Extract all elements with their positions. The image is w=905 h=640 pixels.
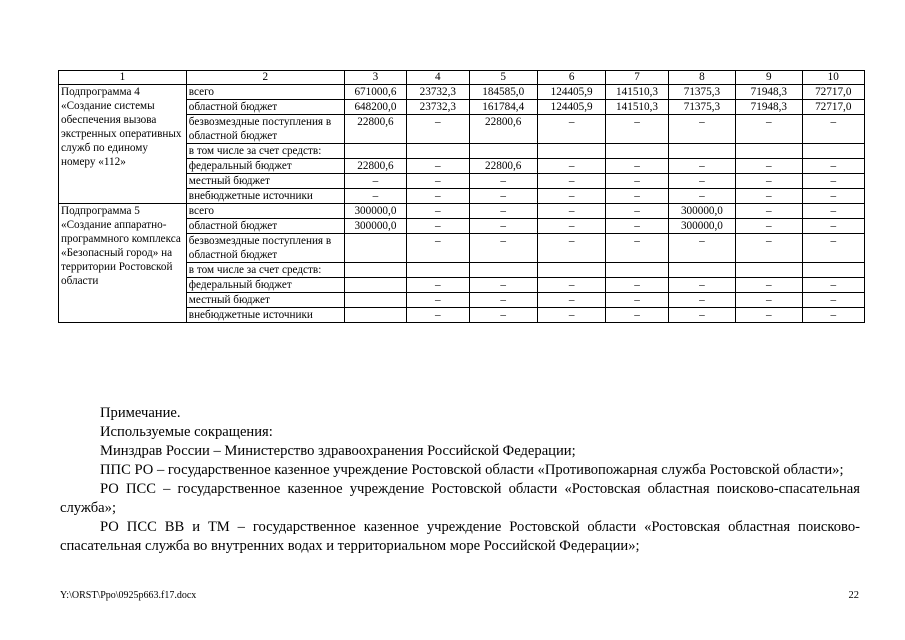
amount-cell: 648200,0 (344, 100, 406, 115)
amount-cell: – (802, 293, 864, 308)
amount-cell: – (668, 293, 735, 308)
amount-cell: 22800,6 (344, 159, 406, 174)
amount-cell (344, 278, 406, 293)
amount-cell: – (407, 174, 469, 189)
amount-cell (668, 263, 735, 278)
amount-cell: – (469, 234, 537, 263)
amount-cell: – (736, 293, 802, 308)
amount-cell: – (606, 308, 668, 323)
amount-cell: – (407, 308, 469, 323)
amount-cell: – (802, 234, 864, 263)
amount-cell: 23732,3 (407, 85, 469, 100)
amount-cell: – (537, 204, 605, 219)
abbreviation-item: Минздрав России – Министерство здравоохранения Российской Федерации; (100, 443, 576, 459)
amount-cell: 22800,6 (469, 159, 537, 174)
amount-cell: – (802, 115, 864, 144)
amount-cell (407, 263, 469, 278)
amount-cell: 300000,0 (344, 204, 406, 219)
amount-cell: – (736, 308, 802, 323)
amount-cell: – (606, 278, 668, 293)
amount-cell (344, 234, 406, 263)
amount-cell: – (537, 234, 605, 263)
amount-cell: – (606, 219, 668, 234)
funding-source: в том числе за счет средств: (186, 263, 344, 278)
amount-cell: – (469, 308, 537, 323)
amount-cell: – (736, 278, 802, 293)
amount-cell: – (668, 308, 735, 323)
amount-cell: – (407, 159, 469, 174)
amount-cell: 161784,4 (469, 100, 537, 115)
amount-cell: – (668, 115, 735, 144)
amount-cell: – (469, 204, 537, 219)
funding-source: местный бюджет (186, 293, 344, 308)
amount-cell: – (668, 159, 735, 174)
amount-cell: 71375,3 (668, 85, 735, 100)
amount-cell: 124405,9 (537, 85, 605, 100)
amount-cell: – (668, 234, 735, 263)
column-number: 9 (736, 71, 802, 85)
amount-cell: – (736, 115, 802, 144)
amount-cell: – (469, 174, 537, 189)
amount-cell: – (606, 115, 668, 144)
amount-cell: 184585,0 (469, 85, 537, 100)
amount-cell: 300000,0 (344, 219, 406, 234)
funding-source: областной бюджет (186, 100, 344, 115)
amount-cell: – (537, 278, 605, 293)
amount-cell: – (469, 219, 537, 234)
amount-cell (802, 144, 864, 159)
amount-cell (668, 144, 735, 159)
amount-cell: – (668, 189, 735, 204)
amount-cell (344, 144, 406, 159)
amount-cell: – (802, 308, 864, 323)
amount-cell: – (537, 189, 605, 204)
amount-cell: – (668, 278, 735, 293)
amount-cell: – (736, 174, 802, 189)
amount-cell: – (802, 219, 864, 234)
amount-cell (736, 144, 802, 159)
amount-cell: – (668, 174, 735, 189)
amount-cell: – (407, 204, 469, 219)
amount-cell (802, 263, 864, 278)
amount-cell: – (344, 174, 406, 189)
table-row (59, 85, 865, 100)
amount-cell: – (407, 219, 469, 234)
amount-cell: 141510,3 (606, 85, 668, 100)
amount-cell: – (606, 159, 668, 174)
column-number: 2 (186, 71, 344, 85)
amount-cell: 71375,3 (668, 100, 735, 115)
amount-cell: – (606, 234, 668, 263)
amount-cell: – (736, 219, 802, 234)
funding-source: всего (186, 85, 344, 100)
subprogram-name: Подпрограмма 4 «Создание системы обеспечения вызова экстренных оперативных служб по единому номеру «112» (59, 85, 187, 204)
amount-cell (469, 144, 537, 159)
amount-cell (537, 263, 605, 278)
amount-cell: – (407, 189, 469, 204)
amount-cell (344, 308, 406, 323)
abbreviations-title: Используемые сокращения: (100, 424, 273, 440)
funding-source: внебюджетные источники (186, 308, 344, 323)
amount-cell: – (537, 219, 605, 234)
amount-cell: – (802, 174, 864, 189)
funding-source: местный бюджет (186, 174, 344, 189)
amount-cell: – (606, 174, 668, 189)
amount-cell: 124405,9 (537, 100, 605, 115)
amount-cell: – (537, 174, 605, 189)
table-row (59, 204, 865, 219)
column-number: 8 (668, 71, 735, 85)
amount-cell: – (802, 204, 864, 219)
amount-cell: – (344, 189, 406, 204)
amount-cell (344, 293, 406, 308)
amount-cell: – (802, 159, 864, 174)
amount-cell: – (469, 278, 537, 293)
amount-cell: – (537, 293, 605, 308)
funding-source: федеральный бюджет (186, 159, 344, 174)
funding-source: безвозмездные поступления в областной бюджет (186, 115, 344, 144)
column-number: 6 (537, 71, 605, 85)
funding-source: федеральный бюджет (186, 278, 344, 293)
subprogram-name: Подпрограмма 5 «Создание аппаратно-программного комплекса «Безопасный город» на территории Ростовской области (59, 204, 187, 323)
amount-cell: – (407, 278, 469, 293)
amount-cell: – (802, 189, 864, 204)
notes-title: Примечание. (100, 405, 181, 421)
amount-cell: 141510,3 (606, 100, 668, 115)
amount-cell: – (407, 115, 469, 144)
amount-cell: – (736, 189, 802, 204)
amount-cell: – (802, 278, 864, 293)
amount-cell (606, 144, 668, 159)
amount-cell: 22800,6 (344, 115, 406, 144)
amount-cell: – (469, 189, 537, 204)
funding-source: внебюджетные источники (186, 189, 344, 204)
amount-cell: 671000,6 (344, 85, 406, 100)
funding-source: в том числе за счет средств: (186, 144, 344, 159)
abbreviation-item: РО ПСС ВВ и ТМ – государственное казенное учреждение Ростовской области «Ростовская областная поисково-спасательная служба во внутренних водах и территориальном море Российской Федерации»; (60, 519, 860, 554)
amount-cell (606, 263, 668, 278)
column-number: 5 (469, 71, 537, 85)
amount-cell: 300000,0 (668, 219, 735, 234)
amount-cell: – (537, 159, 605, 174)
amount-cell (469, 263, 537, 278)
column-number: 10 (802, 71, 864, 85)
budget-table (58, 70, 865, 323)
amount-cell: – (606, 204, 668, 219)
amount-cell: 71948,3 (736, 85, 802, 100)
funding-source: всего (186, 204, 344, 219)
amount-cell: – (736, 159, 802, 174)
amount-cell: 72717,0 (802, 100, 864, 115)
amount-cell: 300000,0 (668, 204, 735, 219)
amount-cell: – (407, 293, 469, 308)
abbreviation-item: ППС РО – государственное казенное учреждение Ростовской области «Противопожарная служба Ростовской области»; (100, 462, 844, 478)
amount-cell: – (537, 115, 605, 144)
amount-cell: – (537, 308, 605, 323)
amount-cell: 71948,3 (736, 100, 802, 115)
header-row (59, 71, 865, 85)
amount-cell: – (606, 189, 668, 204)
amount-cell: – (469, 293, 537, 308)
column-number: 1 (59, 71, 187, 85)
amount-cell: 23732,3 (407, 100, 469, 115)
abbreviation-item: РО ПСС – государственное казенное учреждение Ростовской области «Ростовская областная поисково-спасательная служба»; (60, 481, 860, 516)
column-number: 7 (606, 71, 668, 85)
page-number: 22 (848, 590, 859, 601)
amount-cell (344, 263, 406, 278)
amount-cell (537, 144, 605, 159)
column-number: 4 (407, 71, 469, 85)
notes-section (60, 404, 860, 556)
amount-cell: 72717,0 (802, 85, 864, 100)
amount-cell: – (407, 234, 469, 263)
amount-cell: 22800,6 (469, 115, 537, 144)
amount-cell (736, 263, 802, 278)
amount-cell: – (736, 204, 802, 219)
funding-source: безвозмездные поступления в областной бюджет (186, 234, 344, 263)
funding-source: областной бюджет (186, 219, 344, 234)
amount-cell: – (736, 234, 802, 263)
amount-cell (407, 144, 469, 159)
amount-cell: – (606, 293, 668, 308)
footer-file-path: Y:\ORST\Ppo\0925p663.f17.docx (60, 590, 197, 601)
column-number: 3 (344, 71, 406, 85)
